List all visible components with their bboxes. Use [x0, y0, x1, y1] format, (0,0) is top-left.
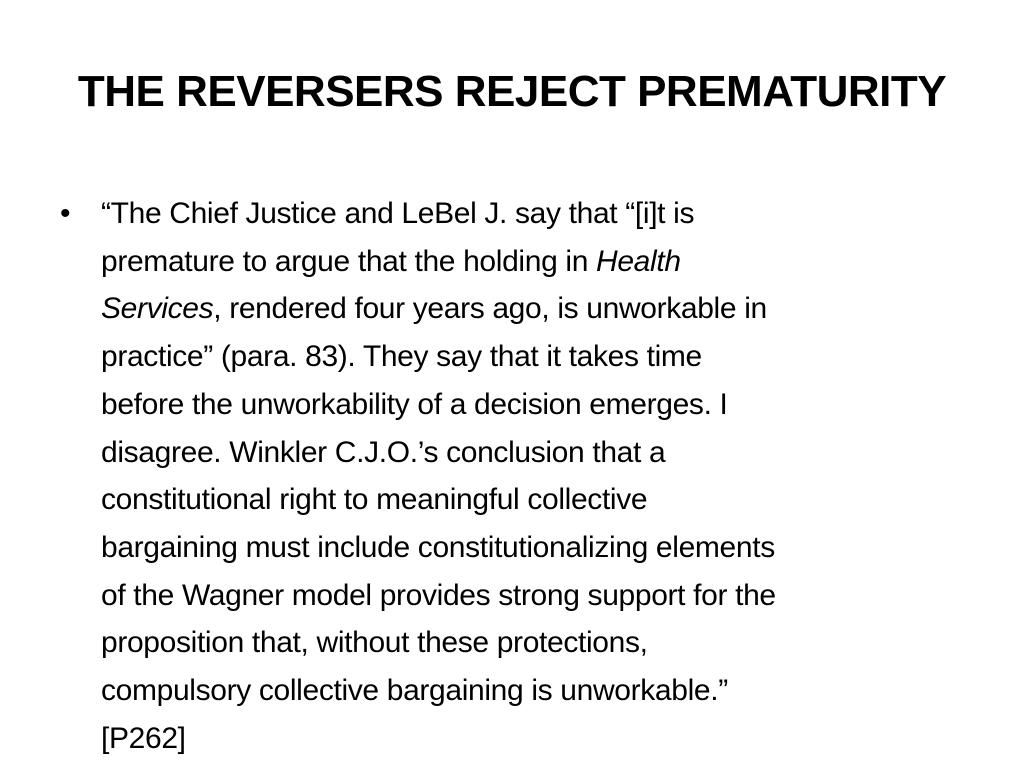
- quote-line-1: [101, 190, 960, 238]
- quote-citation: [101, 715, 960, 763]
- quote-text: disagree. Winkler C.J.O.’s conclusion that a: [101, 435, 666, 469]
- quote-text: of the Wagner model provides strong support for the: [101, 578, 776, 612]
- quote-line-3: [101, 285, 960, 333]
- bullet-list: [60, 190, 960, 762]
- citation-text: [P262]: [101, 721, 186, 755]
- quote-text: bargaining must include constitutionalizing elements: [101, 530, 775, 564]
- quote-line-4: [101, 333, 960, 381]
- quote-line-2: [101, 238, 960, 286]
- case-name-italic: Health: [596, 244, 681, 278]
- quote-line-6: [101, 429, 960, 477]
- bullet-point-icon: •: [60, 197, 71, 230]
- quote-line-10: [101, 619, 960, 667]
- quote-text: , rendered four years ago, is unworkable in: [213, 292, 767, 326]
- quote-text: premature to argue that the holding in: [101, 244, 597, 278]
- quote-text: “The Chief Justice and LeBel J. say that “[i]t is: [101, 197, 695, 230]
- quote-line-11: [101, 667, 960, 715]
- case-name-italic: Services: [101, 292, 214, 326]
- quote-text: compulsory collective bargaining is unworkable.”: [101, 674, 728, 708]
- slide-title: THE REVERSERS REJECT PREMATURITY: [77, 67, 947, 116]
- quote-text: practice” (para. 83). They say that it takes time: [101, 340, 702, 374]
- quote-line-9: [101, 572, 960, 620]
- quote-text: constitutional right to meaningful collective: [101, 483, 648, 517]
- quote-line-8: [101, 524, 960, 572]
- bullet-item-quote: [60, 190, 960, 762]
- quote-line-5: [101, 381, 960, 429]
- quote-line-7: [101, 476, 960, 524]
- quote-text: proposition that, without these protections,: [101, 626, 648, 660]
- quote-text: before the unworkability of a decision emerges. I: [101, 387, 728, 421]
